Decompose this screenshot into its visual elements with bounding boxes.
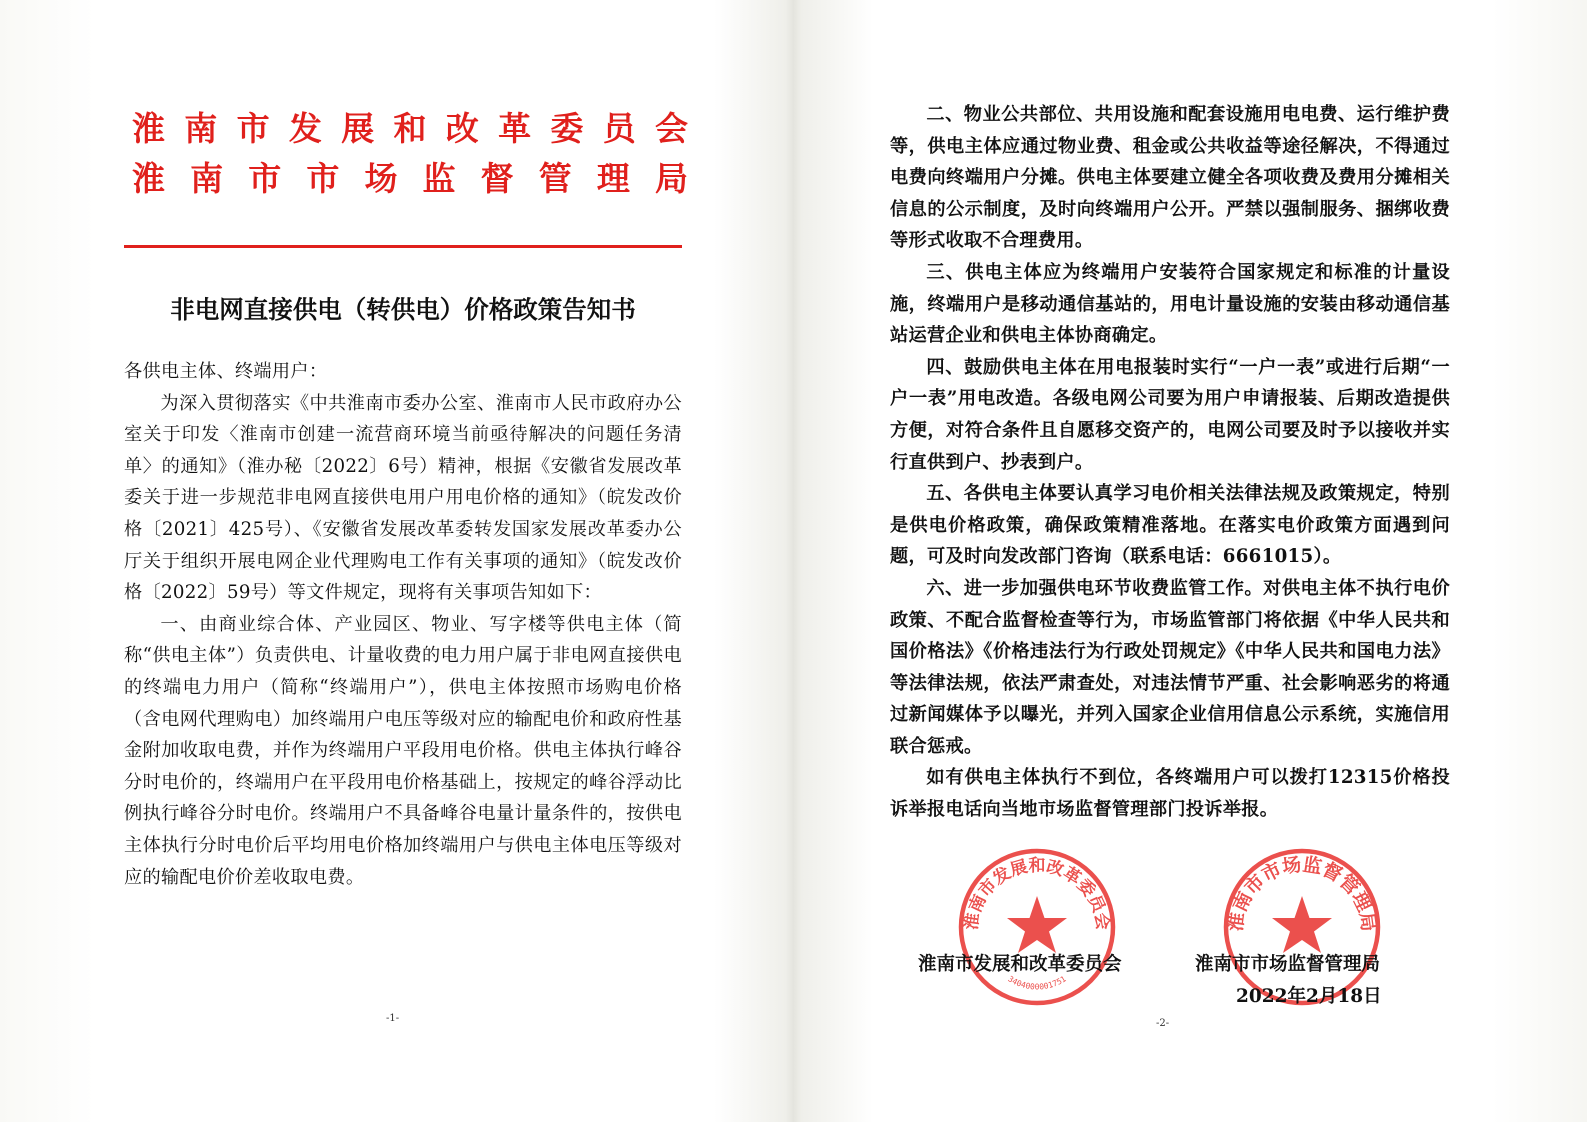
- paragraph-item-1: 一、由商业综合体、产业园区、物业、写字楼等供电主体（简称“供电主体”）负责供电、计量收费的电力用户属于非电网直接供电的终端电力用户（简称“终端用户”），供电主体按照市场购电价格（含电网代理购电）加终端用户电压等级对应的输配电价和政府性基金附加收取电费，并作为终端用户平段用电价格。供电主体执行峰谷分时电价的，终端用户在平段用电价格基础上，按规定的峰谷浮动比例执行峰谷分时电价。终端用户不具备峰谷电量计量条件的，按供电主体执行分时电价后平均用电价格加终端用户与供电主体电压等级对应的输配电价价差收取电费。: [124, 613, 682, 888]
- official-seal-msa: [1221, 846, 1383, 1008]
- signature-msa: 淮南市市场监督管理局: [1195, 954, 1381, 975]
- header-line-2: 淮南市市场监督管理局: [132, 159, 688, 198]
- issuing-authority-header: [132, 104, 688, 204]
- paragraph-item-6: 六、进一步加强供电环节收费监管工作。对供电主体不执行电价政策、不配合监督检查等行为，市场监管部门将依据《中华人民共和国价格法》《价格违法行为行政处罚规定》《中华人民共和国电力法》等法律法规，依法严肃查处，对违法情节严重、社会影响恶劣的将通过新闻媒体予以曝光，并列入国家企业信用信息公示系统，实施信用联合惩戒。: [890, 577, 1450, 757]
- left-body-text: [124, 356, 682, 893]
- seal-1-code: 3404000001751: [1006, 974, 1068, 992]
- star-icon: [1272, 896, 1332, 953]
- right-body-text: [890, 99, 1450, 826]
- signature-drc: 淮南市发展和改革委员会: [918, 954, 1122, 975]
- seal-1-name: 淮南市发展和改革委员会: [961, 856, 1113, 932]
- salutation: 各供电主体、终端用户：: [124, 361, 328, 382]
- red-divider-rule: [124, 245, 682, 248]
- page-number-2: -2-: [1156, 1018, 1170, 1029]
- paragraph-item-3: 三、供电主体应为终端用户安装符合国家规定和标准的计量设施，终端用户是移动通信基站的，用电计量设施的安装由移动通信基站运营企业和供电主体协商确定。: [890, 261, 1450, 347]
- paragraph-intro: 为深入贯彻落实《中共淮南市委办公室、淮南市人民市政府办公室关于印发〈淮南市创建一流营商环境当前亟待解决的问题任务清单〉的通知》（淮办秘〔2022〕6号）精神，根据《安徽省发展改革委关于进一步规范非电网直接供电用户用电价格的通知》（皖发改价格〔2021〕425号）、《安徽省发展改革委转发国家发展改革委办公厅关于组织开展电网企业代理购电工作有关事项的通知》（皖发改价格〔2022〕59号）等文件规定，现将有关事项告知如下：: [124, 392, 682, 604]
- paragraph-item-2: 二、物业公共部位、共用设施和配套设施用电电费、运行维护费等，供电主体应通过物业费、租金或公共收益等途径解决，不得通过电费向终端用户分摊。供电主体要建立健全各项收费及费用分摊相关信息的公示制度，及时向终端用户公开。严禁以强制服务、捆绑收费等形式收取不合理费用。: [890, 104, 1450, 252]
- paragraph-closing: 如有供电主体执行不到位，各终端用户可以拨打12315价格投诉举报电话向当地市场监督管理部门投诉举报。: [890, 767, 1450, 821]
- star-icon: [1007, 896, 1067, 953]
- paragraph-item-4: 四、鼓励供电主体在用电报装时实行“一户一表”或进行后期“一户一表”用电改造。各级电网公司要为用户申请报装、后期改造提供方便，对符合条件且自愿移交资产的，电网公司要及时予以接收并实行直供到户、抄表到户。: [890, 356, 1450, 473]
- document-title: 非电网直接供电（转供电）价格政策告知书: [170, 295, 636, 324]
- page-number-1: -1-: [386, 1013, 400, 1024]
- official-seal-drc: [956, 846, 1118, 1008]
- header-line-1: 淮南市发展和改革委员会: [132, 109, 688, 148]
- paragraph-item-5: 五、各供电主体要认真学习电价相关法律法规及政策规定，特别是供电价格政策，确保政策精准落地。在落实电价政策方面遇到问题，可及时向发改部门咨询（联系电话：6661015）。: [890, 483, 1450, 568]
- seal-2-name: 淮南市市场监督管理局: [1224, 853, 1380, 933]
- signature-date: 2022年2月18日: [1236, 986, 1382, 1007]
